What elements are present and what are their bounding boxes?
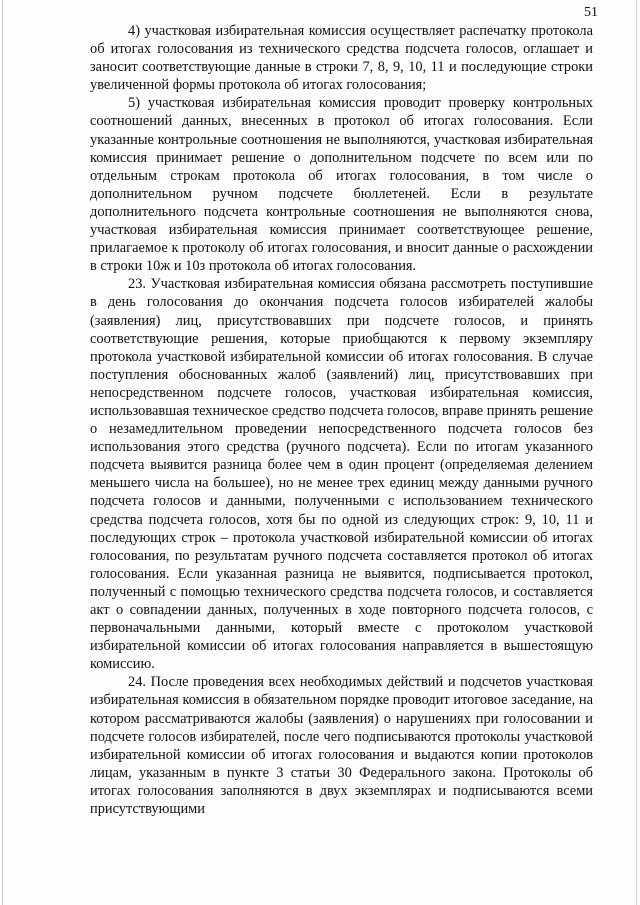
- paragraph-point-23: 23. Участковая избирательная комиссия обязана рассмотреть поступившие в день голосования до окончания подсчета голосов избирателей жалобы (заявления) лиц, присутствовавших при подсчете голосов, и принять соответствующие решения, которые приобщаются к первому экземпляру протокола участковой избирательной комиссии об итогах голосования. В случае поступления обоснованных жалоб (заявлений) лиц, присутствовавших при непосредственном подсчете голосов, участковая избирательная комиссия, использовавшая техническое средство подсчета голосов, вправе принять решение о незамедлительном проведении непосредственного подсчета голосов без использования этого средства (ручного подсчета). Если по итогам указанного подсчета выявится разница более чем в один процент (определяемая делением меньшего числа на большее), но не менее трех единиц между данными ручного подсчета голосов и данными, полученными с использованием технического средства подсчета голосов, хотя бы по одной из следующих строк: 9, 10, 11 и последующих строк – протокола участковой избирательной комиссии об итогах голосования, по результатам ручного подсчета составляется протокол об итогах голосования. Если указанная разница не выявится, подписывается протокол, полученный с помощью технического средства подсчета голосов, и составляется акт о совпадении данных, полученных в ходе повторного подсчета голосов, с первоначальными данными, который вместе с протоколом участковой избирательной комиссии об итогах голосования направляется в вышестоящую комиссию.: [90, 276, 593, 673]
- body-text: [90, 22, 593, 818]
- scan-edge-left: [2, 0, 3, 905]
- scan-edge-right: [636, 0, 637, 905]
- paragraph-item-4: 4) участковая избирательная комиссия осуществляет распечатку протокола об итогах голосования из технического средства подсчета голосов, оглашает и заносит соответствующие данные в строки 7, 8, 9, 10, 11 и последующие строки увеличенной формы протокола об итогах голосования;: [90, 23, 593, 94]
- page-number: 51: [584, 5, 598, 20]
- paragraph-item-5: 5) участковая избирательная комиссия проводит проверку контрольных соотношений данных, внесенных в протокол об итогах голосования. Если указанные контрольные соотношения не выполняются, участковая избирательная комиссия принимает решение о дополнительном подсчете по всем или по отдельным строкам протокола об итогах голосования, в том числе о дополнительном ручном подсчете бюллетеней. Если в результате дополнительного подсчета контрольные соотношения не выполняются снова, участковая избирательная комиссия принимает соответствующее решение, прилагаемое к протоколу об итогах голосования, и вносит данные о расхождении в строки 10ж и 10з протокола об итогах голосования.: [90, 95, 593, 275]
- paragraph-point-24: 24. После проведения всех необходимых действий и подсчетов участковая избирательная комиссия в обязательном порядке проводит итоговое заседание, на котором рассматриваются жалобы (заявления) о нарушениях при голосовании и подсчете голосов избирателей, после чего подписываются протоколы участковой избирательной комиссии об итогах голосования и выдаются копии протоколов лицам, указанным в пункте 3 статьи 30 Федерального закона. Протоколы об итогах голосования заполняются в двух экземплярах и подписываются всеми присутствующими: [90, 674, 593, 818]
